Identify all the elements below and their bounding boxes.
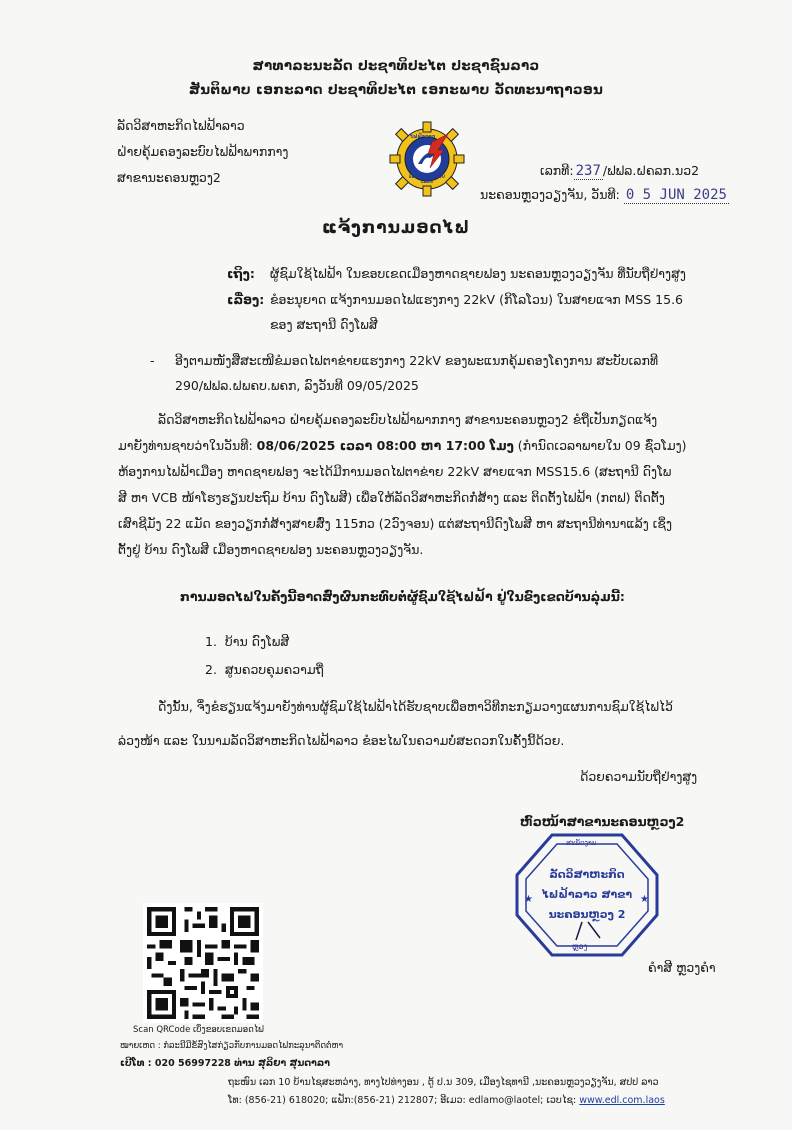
subject-label: ເລື່ອງ: (227, 292, 265, 307)
ref-line (540, 163, 699, 179)
stamp-line1: ລັດວິສາຫະກິດ (549, 868, 625, 881)
date-stamp: 0 5 JUN 2025 (625, 187, 727, 203)
signatory-name: ຄຳສີ ຫຼວງຄຳ (648, 960, 716, 975)
paragraph-line4: ສີ ຫາ VCB ໜ້າໂຮງຮຽນປະຖົມ ບ້ານ ດົງໂພສີ) ເພື່ອໃຫ້ລັດວິສາຫະກິດກໍ່ສ້າງ ແລະ ຕິດຕັ້ງໄຟຟ້າ (ກຕຟ) ຕິດຕັ້ງ (118, 490, 665, 505)
paragraph-line3: ຫ້ອງການໄຟຟ້າເມືອງ ຫາດຊາຍຟອງ ຈະໄດ້ມີການມອດໄຟຕາຂ່າຍ 22kV ສາຍແຈກ MSS15.6 (ສະຖານີ ດົງໂພ (118, 464, 672, 479)
reference-line1: ອີງຕາມໜັງສືສະເໜີຂໍມອດໄຟຕາຂ່າຍແຮງກາງ 22kV ຂອງພະແນກຄຸ້ມຄອງໂຄງການ ສະບັບເລກທີ (175, 353, 659, 368)
republic-header-line1: ສາທາລະນະລັດ ປະຊາທິປະໄຕ ປະຊາຊົນລາວ (252, 58, 540, 74)
paragraph-line6: ຕັ້ງຢູ່ ບ້ານ ດົງໂພສີ ເມືອງຫາດຊາຍຟອງ ນະຄອນຫຼວງວຽງຈັນ. (118, 542, 424, 557)
paragraph-line1: ລັດວິສາຫະກິດໄຟຟ້າລາວ ຝ່າຍຄຸ້ມຄອງລະບົບໄຟຟ້າພາກກາງ ສາຂານະຄອນຫຼວງ2 ຂໍຖືເປັນກຽດແຈ້ງ (158, 412, 658, 427)
to-label: ເຖິງ: (227, 266, 255, 281)
affected-heading: ການມອດໄຟໃນຄັ້ງນີ້ອາດສົ່ງຜົນກະທົບຕໍ່ຜູ້ຊົມໃຊ້ໄຟຟ້າ ຢູ່ໃນຂົງເຂດບ້ານລຸ່ມນີ້: (180, 589, 625, 604)
stamp-bottom: ຫຼວງ (572, 942, 588, 951)
qr-contact: ເບີໂທ : 020 56997228 ທ່ານ ສຸລິຍາ ສຸນດາລາ (120, 1058, 330, 1069)
edl-logo (388, 120, 466, 198)
logo-bottom-text: ELECTRICITE DU LAOS (408, 174, 446, 184)
regards: ດ້ວຍຄວາມນັບຖືຢ່າງສູງ (580, 769, 698, 784)
affected-num: 1. (205, 634, 217, 649)
ref-number: 237 (575, 163, 601, 179)
outage-datetime: 08/06/2025 ເວລາ 08:00 ຫາ 17:00 ໂມງ (256, 438, 514, 453)
date-line (480, 187, 729, 203)
svg-text:★: ★ (524, 894, 533, 905)
affected-item-1 (205, 634, 289, 649)
republic-header-line2: ສັນຕິພາບ ເອກະລາດ ປະຊາທິປະໄຕ ເອກະພາບ ວັດທະນາຖາວອນ (188, 82, 604, 98)
org-branch: ສາຂານະຄອນຫຼວງ2 (117, 170, 221, 185)
edl-gear-icon (388, 120, 466, 198)
org-name: ລັດວິສາຫະກິດໄຟຟ້າລາວ (117, 118, 245, 133)
outage-duration: (ກຳນົດເວລາພາຍໃນ 09 ຊົ່ວໂມງ) (517, 438, 687, 453)
place-date-label: ນະຄອນຫຼວງວຽງຈັນ, ວັນທີ: (480, 187, 620, 202)
subject-line1: ຂໍອະນຸຍາດ ແຈ້ງການມອດໄຟແຮງກາງ 22kV (ກິໂລໂວນ) ໃນສາຍແຈກ MSS 15.6 (270, 292, 684, 307)
affected-num: 2. (205, 662, 217, 677)
qr-caption: Scan QRCode ເບິ່ງຂອບເຂດມອດໄຟ (133, 1025, 264, 1035)
logo-top-text: ໄຟຟ້າລາວ (410, 134, 436, 140)
signatory-title: ຫົວໜ້າສາຂານະຄອນຫຼວງ2 (520, 814, 685, 829)
ref-label: ເລກທີ: (540, 163, 574, 178)
footer-contact (228, 1095, 665, 1106)
affected-text: ສູນຄວບຄຸມຄວາມຖີ່ (224, 662, 324, 677)
footer-website-link[interactable]: www.edl.com.laos (579, 1095, 665, 1106)
closing-line1: ດັ່ງນັ້ນ, ຈຶ່ງຂໍຮຽນແຈ້ງມາຍັງທ່ານຜູ້ຊົມໃຊ້ໄຟຟ້າໄດ້ຮັບຊາບເພື່ອຫາວິທີກະກຽມວາງແຜນການຊົມໃຊ້ໄຟໄວ້ (158, 699, 673, 714)
official-stamp (512, 830, 662, 960)
subject-line2: ຂອງ ສະຖານີ ດົງໂພສີ (270, 317, 378, 332)
reference-line2: 290/ຟຟລ.ຝພຄບ.ພຄກ, ລົງວັນທີ 09/05/2025 (175, 378, 419, 393)
stamp-top: ສະນັດງານ (566, 839, 597, 847)
paragraph-date-intro: ມາຍັງທ່ານຊາບວ່າໃນວັນທີ: (118, 438, 253, 453)
footer-address: ຖະໜົນ ເລກ 10 ບ້ານໄຊສະຫວ່າງ, ທາງໄປທ່າງອນ , ຕູ້ ປ.ນ 309, ເມືອງໄຊທານີ ,ນະຄອນຫຼວງວຽງຈັນ, ສປປ ລາວ (228, 1077, 659, 1088)
qr-note: ໝາຍເຫດ : ກໍລະນີມີຂໍ້ສົງໄສກ່ຽວກັບການມອດໄຟກະລຸນາຕິດຕໍ່ຫາ (120, 1041, 344, 1051)
to-text: ຜູ້ຊົມໃຊ້ໄຟຟ້າ ໃນຂອບເຂດເມືອງຫາດຊາຍຟອງ ນະຄອນຫຼວງວຽງຈັນ ທີ່ນັບຖືຢ່າງສູງ (270, 266, 686, 281)
affected-text: ບ້ານ ດົງໂພສີ (224, 634, 290, 649)
document-title: ແຈ້ງການມອດໄຟ (321, 218, 471, 238)
stamp-line2: ໄຟຟ້າລາວ ສາຂາ (541, 888, 633, 901)
svg-text:★: ★ (640, 894, 649, 905)
paragraph-line5: ເສົາຊີມັງ 22 ແມັດ ຂອງວຽກກໍ່ສ້າງສາຍສົ່ງ 115ກວ (2ວົງຈອນ) ແຕ່ສະຖານີດົງໂພສີ ຫາ ສະຖານີທ່ານາແລ້ງ ເຊິ່ງ (118, 516, 673, 531)
paragraph-line2 (118, 436, 687, 456)
stamp-line3: ນະຄອນຫຼວງ 2 (548, 908, 626, 921)
org-division: ຝ່າຍຄຸ້ມຄອງລະບົບໄຟຟ້າພາກກາງ (117, 144, 289, 159)
reference-bullet: - (150, 353, 155, 368)
ref-suffix: /ຟຟລ.ຝຄລກ.ນວ2 (602, 163, 700, 178)
qr-code-icon (143, 903, 263, 1023)
qr-code[interactable] (143, 903, 263, 1023)
closing-line2: ລ່ວງໜ້າ ແລະ ໃນນາມລັດວິສາຫະກິດໄຟຟ້າລາວ ຂໍອະໄພໃນຄວາມບໍ່ສະດວກໃນຄັ້ງນີ້ດ້ວຍ. (118, 733, 565, 748)
footer-contact-text: ໂທ: (856-21) 618020; ແຟັກ:(856-21) 212807; ອີເມວ: edlamo@laotel; ເວບໄຊ: (228, 1095, 577, 1106)
affected-item-2 (205, 662, 324, 677)
